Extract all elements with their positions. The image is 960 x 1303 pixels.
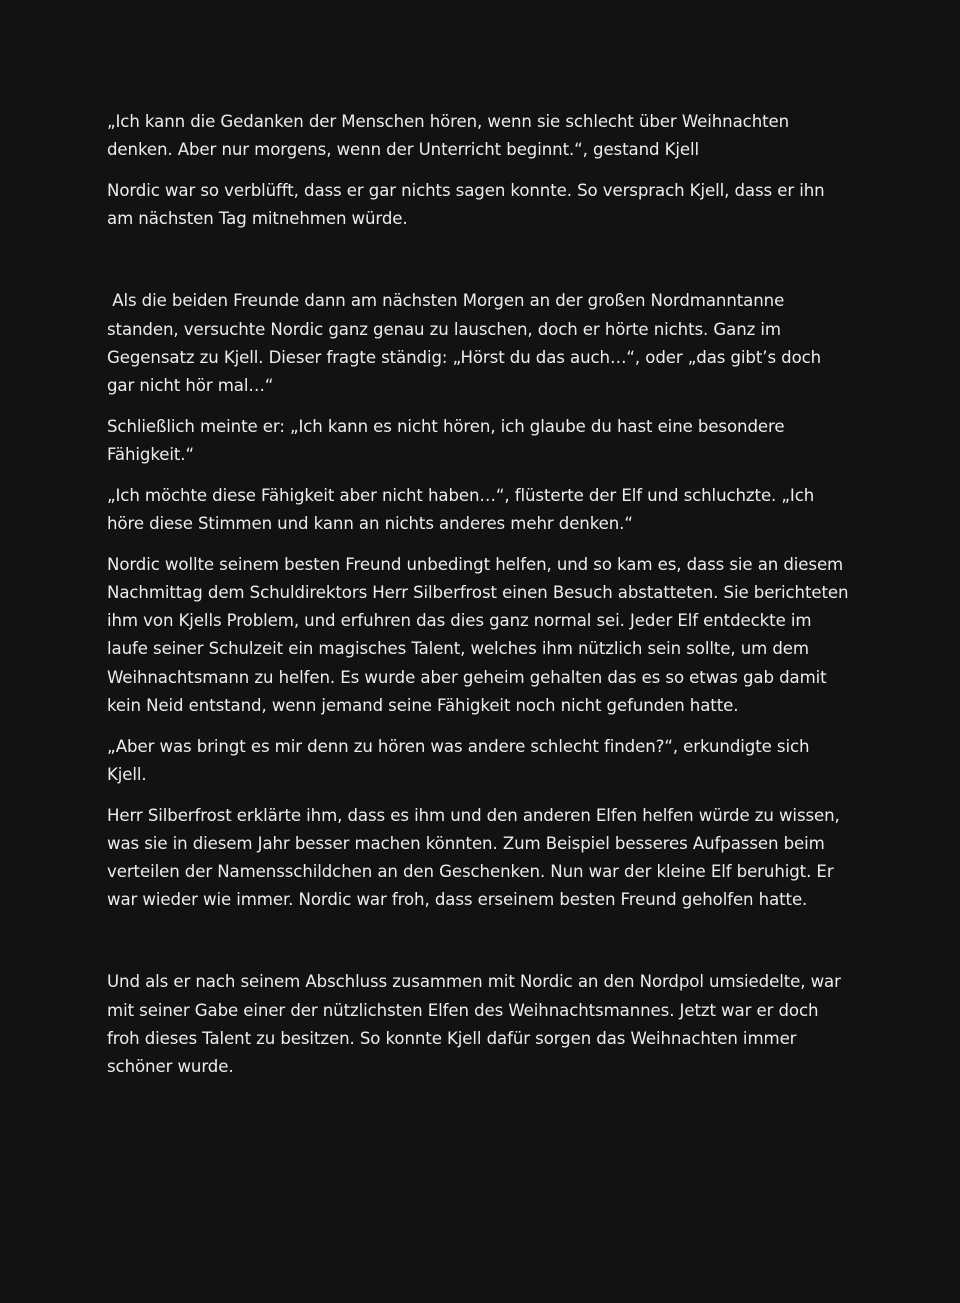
- paragraph: Nordic war so verblüfft, dass er gar nichts sagen konnte. So versprach Kjell, dass er ihn am nächsten Tag mitnehmen würde.: [107, 181, 830, 229]
- paragraph: „Ich möchte diese Fähigkeit aber nicht haben…“, flüsterte der Elf und schluchzte. „Ich höre diese Stimmen und kann an nichts anderes mehr denken.“: [107, 485, 820, 534]
- paragraph: Als die beiden Freunde dann am nächsten Morgen an der großen Nordmanntanne standen, versuchte Nordic ganz genau zu lauschen, doch er hörte nichts. Ganz im Gegensatz zu Kjell. Dieser fragte ständig: „Hörst du das auch…“, oder „das gibt’s doch gar nicht hör mal…“: [107, 291, 827, 396]
- paragraph: „Aber was bringt es mir denn zu hören was andere schlecht finden?“, erkundigte sich Kjell.: [107, 736, 815, 784]
- paragraph: Schließlich meinte er: „Ich kann es nicht hören, ich glaube du hast eine besondere Fähigkeit.“: [107, 416, 790, 465]
- paragraph: Nordic wollte seinem besten Freund unbedingt helfen, und so kam es, dass sie an diesem Nachmittag dem Schuldirektors Herr Silberfrost einen Besuch abstatteten. Sie berichteten ihm von Kjells Problem, und erfuhren das dies ganz normal sei. Jeder Elf entdeckte im laufe seiner Schulzeit ein magisches Talent, welches ihm nützlich sein sollte, um dem Weihnachtsmann zu helfen. Es wurde aber geheim gehalten das es so etwas gab damit kein Neid entstand, wenn jemand seine Fähigkeit noch nicht gefunden hatte.: [107, 554, 854, 715]
- paragraph: Und als er nach seinem Abschluss zusammen mit Nordic an den Nordpol umsiedelte, war mit seiner Gabe einer der nützlichsten Elfen des Weihnachtsmannes. Jetzt war er doch froh dieses Talent zu besitzen. So konnte Kjell dafür sorgen das Weihnachten immer schöner wurde.: [107, 972, 847, 1077]
- story-page: [107, 108, 852, 1094]
- paragraph: „Ich kann die Gedanken der Menschen hören, wenn sie schlecht über Weihnachten denken. Aber nur morgens, wenn der Unterricht beginnt.“, gestand Kjell: [107, 112, 795, 160]
- paragraph: Herr Silberfrost erklärte ihm, dass es ihm und den anderen Elfen helfen würde zu wissen, was sie in diesem Jahr besser machen könnten. Zum Beispiel besseres Aufpassen beim verteilen der Namensschildchen an den Geschenken. Nun war der kleine Elf beruhigt. Er war wieder wie immer. Nordic war froh, dass erseinem besten Freund geholfen hatte.: [107, 805, 845, 910]
